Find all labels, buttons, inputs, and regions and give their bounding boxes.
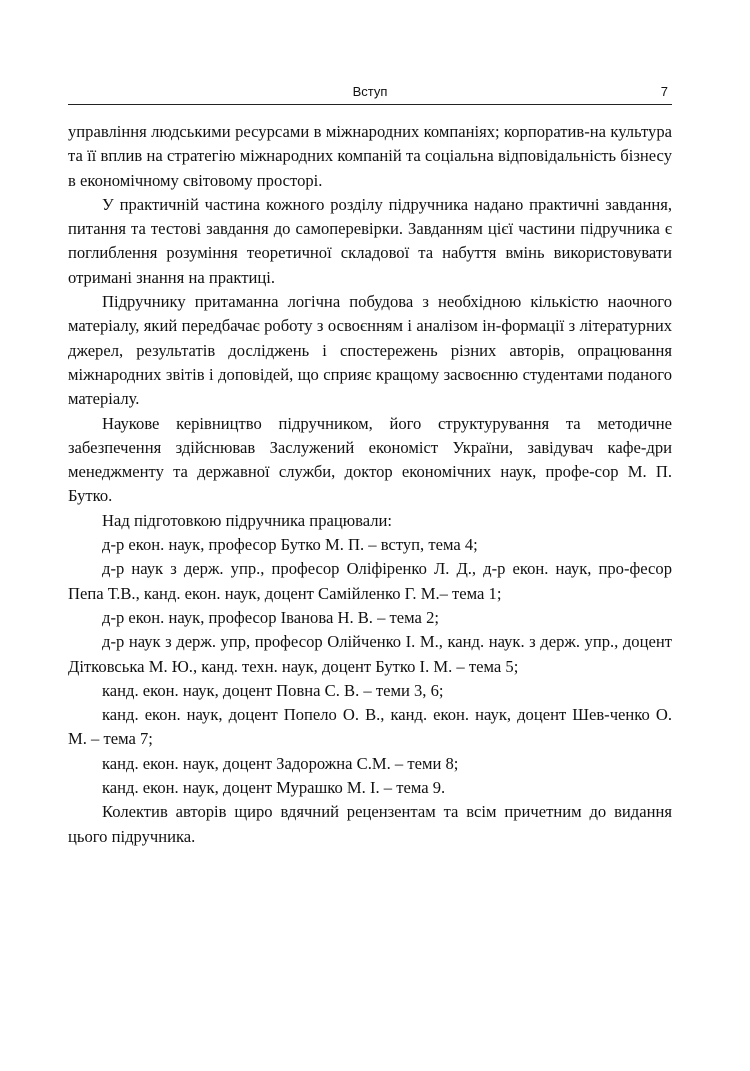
author-item: канд. екон. наук, доцент Повна С. В. – теми 3, 6;: [102, 680, 444, 700]
paragraph-logical-structure: Підручнику притаманна логічна побудова з необхідною кількістю наочного матеріалу, який передбачає роботу з освоєнням і аналізом ін-формації з літературних джерел, результатів досліджень і спостережень різних авторів, опрацювання міжнародних звітів і доповідей, що сприяє кращому засвоєнню студентами поданого матеріалу.: [68, 292, 672, 409]
author-item: д-р наук з держ. упр, професор Олійченко І. М., канд. наук. з держ. упр., доцент Дітковська М. Ю., канд. техн. наук, доцент Бутко І. М. – тема 5;: [68, 632, 672, 676]
paragraph-authors-intro: Над підготовкою підручника працювали:: [102, 510, 393, 530]
author-item: д-р екон. наук, професор Бутко М. П. – вступ, тема 4;: [102, 535, 478, 555]
author-item: д-р екон. наук, професор Іванова Н. В. – тема 2;: [102, 607, 439, 627]
paragraph-practical-part: У практичній частина кожного розділу підручника надано практичні завдання, питання та тестові завдання до самоперевірки. Завданням цієї частини підручника є поглиблення розуміння теоретичної складової та набуття вмінь використовувати отримані знання на практиці.: [68, 194, 672, 287]
author-item: канд. екон. наук, доцент Мурашко М. І. – тема 9.: [102, 778, 446, 798]
paragraph-scientific-supervision: Наукове керівництво підручником, його структурування та методичне забезпечення здійснював Заслужений економіст України, завідувач кафе-дри менеджменту та державної служби, доктор економічних наук, профе-сор М. П. Бутко.: [68, 413, 672, 506]
running-title: Вступ: [352, 84, 388, 99]
author-item: д-р наук з держ. упр., професор Оліфіренко Л. Д., д-р екон. наук, про-фесор Пепа Т.В., канд. екон. наук, доцент Самійленко Г. М.– тема 1;: [68, 559, 672, 603]
paragraph-acknowledgement: Колектив авторів щиро вдячний рецензентам та всім причетним до видання цього підручника.: [68, 802, 672, 846]
body-text: [68, 120, 672, 849]
author-item: канд. екон. наук, доцент Попело О. В., канд. екон. наук, доцент Шев-ченко О. М. – тема 7;: [68, 705, 672, 749]
author-item: канд. екон. наук, доцент Задорожна С.М. – теми 8;: [102, 753, 459, 773]
page-header: [68, 84, 672, 105]
paragraph-continuation: управління людськими ресурсами в міжнародних компаніях; корпоратив-на культура та її вплив на стратегію міжнародних компаній та соціальна відповідальність бізнесу в економічному світовому просторі.: [68, 122, 672, 190]
page-number: 7: [660, 84, 668, 99]
